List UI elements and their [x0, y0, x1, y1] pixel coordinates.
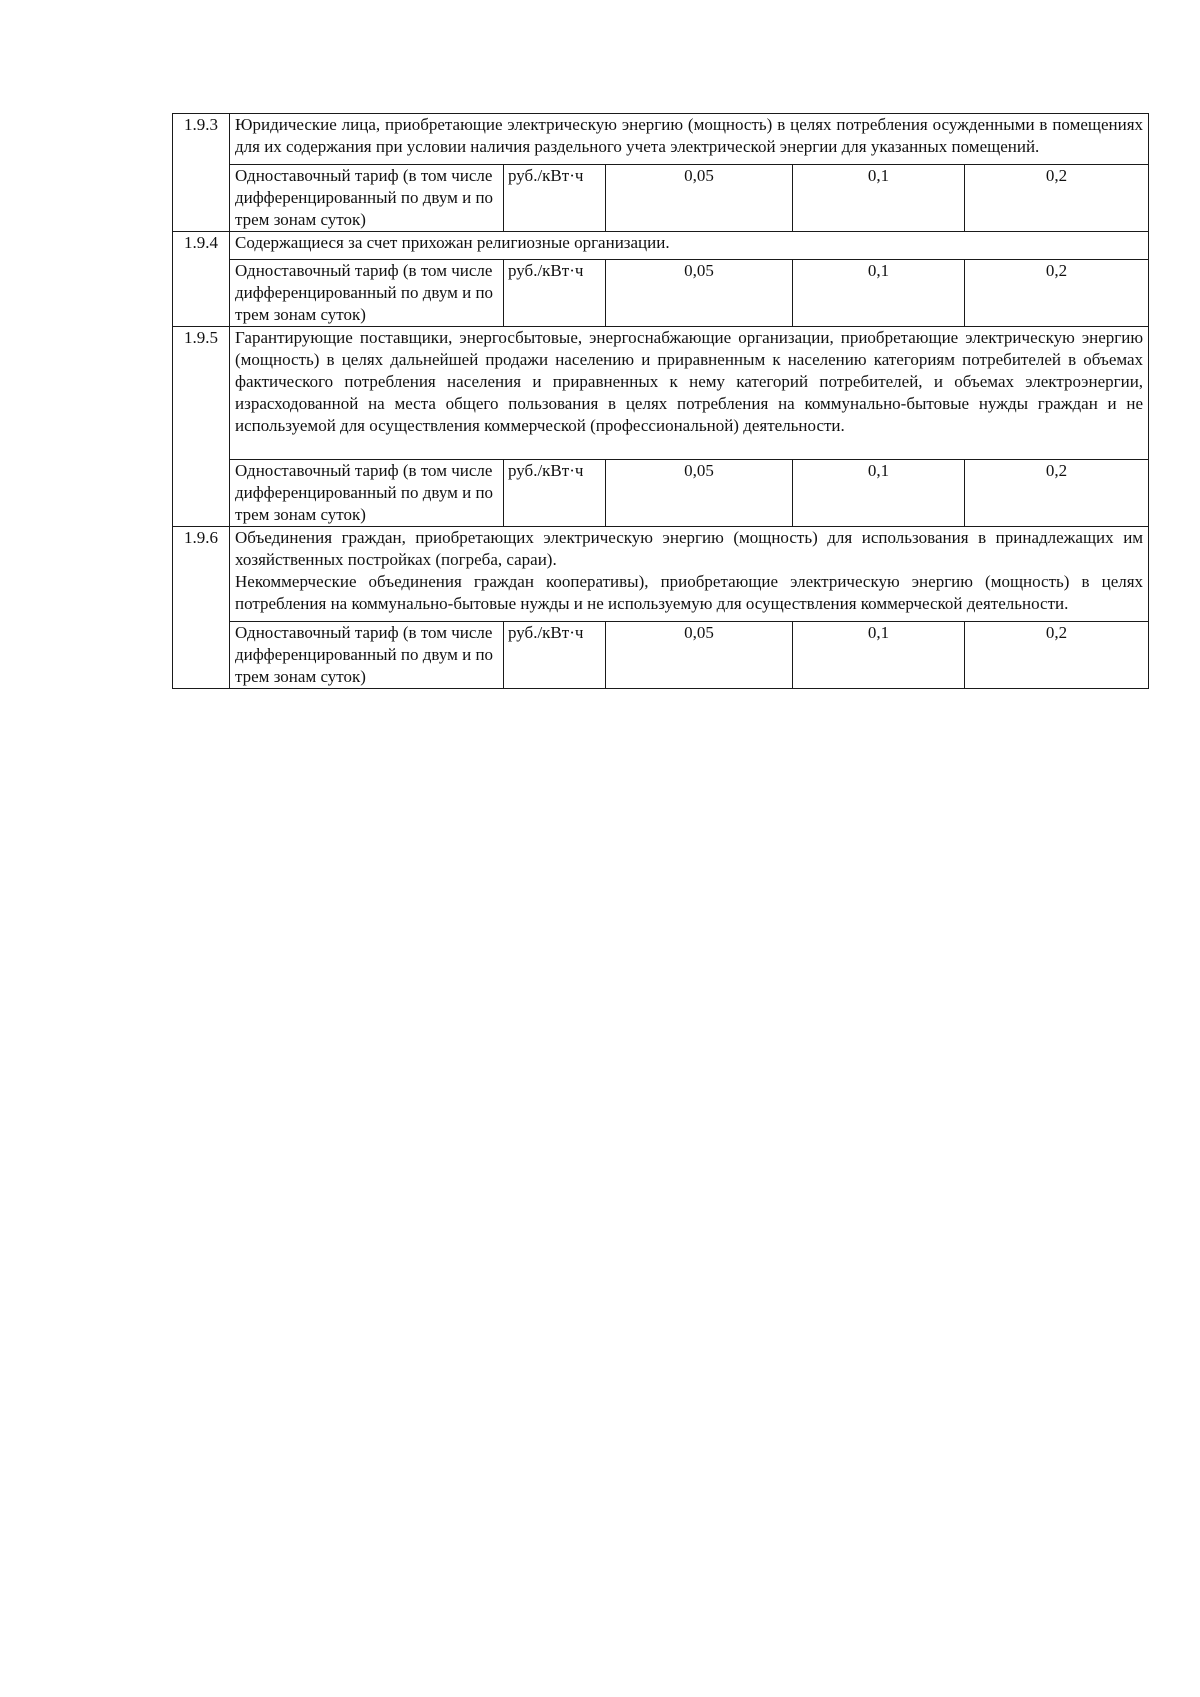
tariff-value: 0,2: [965, 622, 1149, 689]
tariff-value: 0,05: [606, 260, 793, 327]
tariff-row: [173, 260, 1149, 327]
section-number: 1.9.6: [173, 527, 230, 689]
section-row-1-9-6: [173, 527, 1149, 622]
tariff-name: Одноставочный тариф (в том числе дифференцированный по двум и по трем зонам суток): [230, 460, 504, 527]
section-row-1-9-5: [173, 327, 1149, 460]
section-number: 1.9.5: [173, 327, 230, 527]
tariff-name: Одноставочный тариф (в том числе дифференцированный по двум и по трем зонам суток): [230, 260, 504, 327]
tariff-value: 0,1: [793, 460, 965, 527]
tariff-value: 0,2: [965, 165, 1149, 232]
description-paragraph: Гарантирующие поставщики, энергосбытовые, энергоснабжающие организации, приобретающие электрическую энергию (мощность) в целях дальнейшей продажи населению и приравненным к населению категориям потребителей в объемах фактического потребления населения и приравненных к нему категорий потребителей, и объемах электроэнергии, израсходованной на места общего пользования в целях потребления на коммунально-бытовые нужды граждан и не используемой для осуществления коммерческой (профессиональной) деятельности.: [235, 328, 1144, 435]
description-paragraph: Объединения граждан, приобретающих электрическую энергию (мощность) для использования в принадлежащих им хозяйственных постройках (погреба, сараи).: [235, 528, 1144, 569]
section-description: [230, 114, 1149, 165]
tariff-table: [172, 113, 1149, 689]
tariff-value: 0,05: [606, 460, 793, 527]
tariff-row: [173, 165, 1149, 232]
section-description: [230, 527, 1149, 622]
description-paragraph: Юридические лица, приобретающие электрическую энергию (мощность) в целях потребления осужденными в помещениях для их содержания при условии наличия раздельного учета электрической энергии для указанных помещений.: [235, 115, 1144, 156]
tariff-unit: руб./кВт·ч: [504, 165, 606, 232]
tariff-value: 0,1: [793, 260, 965, 327]
tariff-unit: руб./кВт·ч: [504, 260, 606, 327]
tariff-value: 0,1: [793, 622, 965, 689]
tariff-value: 0,05: [606, 622, 793, 689]
section-number: 1.9.4: [173, 232, 230, 327]
section-description: [230, 232, 1149, 260]
section-number: 1.9.3: [173, 114, 230, 232]
tariff-value: 0,2: [965, 460, 1149, 527]
tariff-value: 0,05: [606, 165, 793, 232]
description-paragraph: Некоммерческие объединения граждан кооперативы), приобретающие электрическую энергию (мощность) в целях потребления на коммунально-бытовые нужды и не используемую для осуществления коммерческой деятельности.: [235, 572, 1144, 613]
tariff-row: [173, 460, 1149, 527]
tariff-unit: руб./кВт·ч: [504, 460, 606, 527]
tariff-unit: руб./кВт·ч: [504, 622, 606, 689]
tariff-row: [173, 622, 1149, 689]
description-paragraph: Содержащиеся за счет прихожан религиозные организации.: [235, 233, 670, 252]
section-row-1-9-3: [173, 114, 1149, 165]
tariff-name: Одноставочный тариф (в том числе дифференцированный по двум и по трем зонам суток): [230, 165, 504, 232]
tariff-value: 0,1: [793, 165, 965, 232]
section-row-1-9-4: [173, 232, 1149, 260]
tariff-name: Одноставочный тариф (в том числе дифференцированный по двум и по трем зонам суток): [230, 622, 504, 689]
section-description: [230, 327, 1149, 460]
tariff-value: 0,2: [965, 260, 1149, 327]
